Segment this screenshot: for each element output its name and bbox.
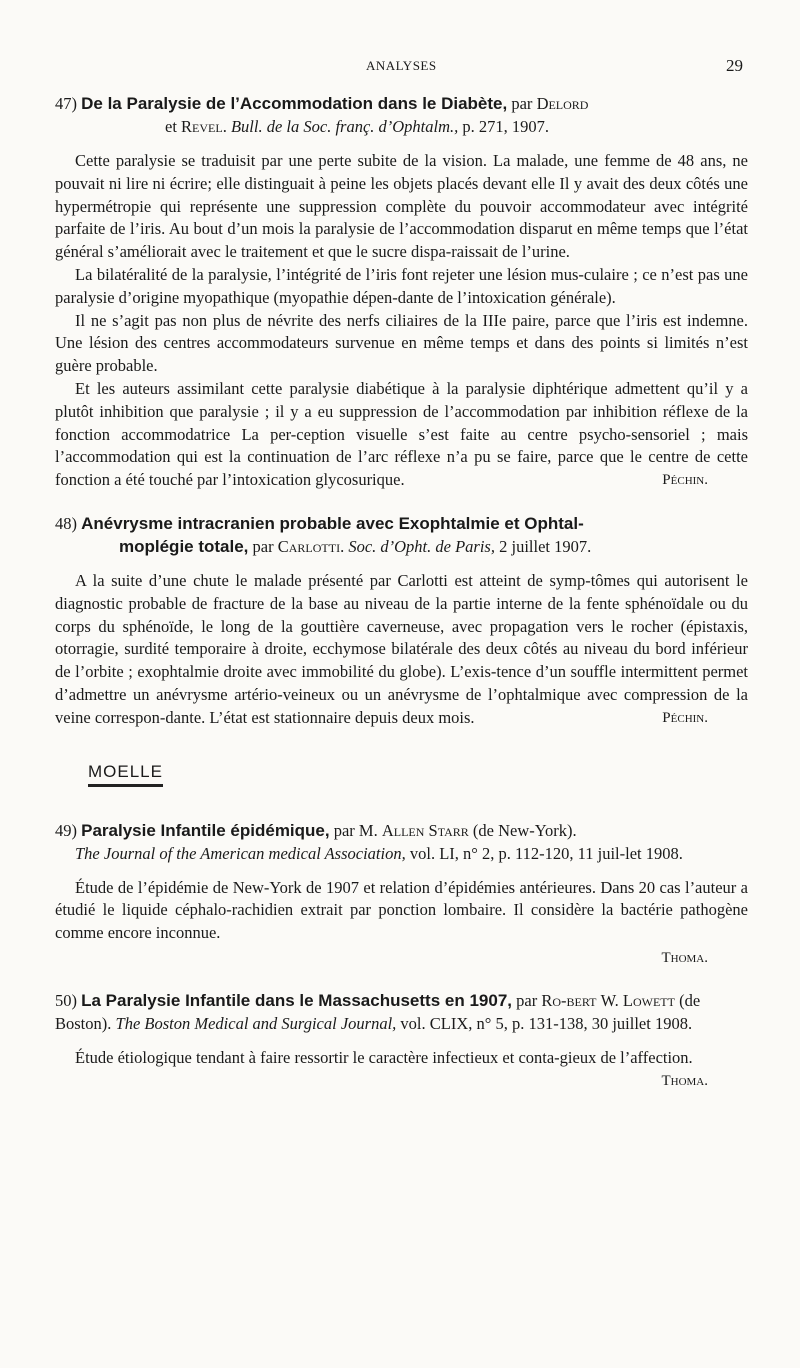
article-title: La Paralysie Infantile dans le Massachusetts en 1907, — [81, 990, 512, 1010]
journal-ref: The Journal of the American medical Association, — [75, 843, 406, 863]
article-49 — [55, 819, 748, 969]
reviewer-signature: Péchin. — [662, 709, 708, 726]
article-title: Anévrysme intracranien probable avec Exophtalmie et Ophtal- — [81, 513, 584, 533]
article-title: De la Paralysie de l’Accommodation dans le Diabète, — [81, 94, 508, 113]
author: Delord — [536, 94, 589, 113]
journal-ref: Soc. d’Opht. de Paris, — [348, 536, 495, 556]
page-number: 29 — [726, 56, 743, 75]
article-heading: 48) Anévrysme intracranien probable avec Exophtalmie et Ophtal- moplégie totale, par Carlotti. Soc. d’Opht. de Paris, 2 juillet 1907. — [55, 513, 592, 556]
journal-ref: The Boston Medical and Surgical Journal, — [115, 1013, 397, 1033]
article-50 — [55, 989, 748, 1089]
paragraph: Il ne s’agit pas non plus de névrite des nerfs ciliaires de la IIIe paire, parce que l’iris est indemne. Une lésion des centres accommodateurs survenue en même temps et dans des points si limités n’est guère probable. — [55, 310, 748, 376]
page-content — [55, 92, 748, 1093]
paragraph: Étude de l’épidémie de New-York de 1907 et relation d’épidémies antérieures. Dans 20 cas l’auteur a étudié le liquide céphalo-rachidien extrait par ponction lombaire. Il considère la bactérie pathogène comme encore inconnue. — [55, 877, 748, 943]
section-title: MOELLE — [88, 762, 163, 787]
author: Carlotti. — [277, 536, 345, 556]
author: Allen Starr — [381, 820, 469, 840]
article-47 — [55, 92, 748, 492]
paragraph: Étude étiologique tendant à faire ressortir le caractère infectieux et conta-gieux de l’affection. Thoma. — [55, 1047, 748, 1070]
journal-ref: Bull. de la Soc. franç. d’Ophtalm., — [230, 117, 459, 136]
article-heading: 47) De la Paralysie de l’Accommodation dans le Diabète, par Delord et Revel. Bull. de la Soc. franç. d’Ophtalm., p. 271, 1907. — [55, 94, 589, 136]
paragraph: Et les auteurs assimilant cette paralysie diabétique à la paralysie diphtérique admettent qu’il y a plutôt inhibition que paralysie ; il y a eu suppression de l’accommodation par inhibition réflexe de la fonction accommodatrice La per-ception visuelle s’est faite au centre psycho-sensoriel ; mais l’accommodation qui est la continuation de l’arc réflexe n’a pu se faire, parce que le centre de cette fonction a été touché par l’intoxication glycosurique. Péchin. — [55, 378, 748, 492]
paragraph: Cette paralysie se traduisit par une perte subite de la vision. La malade, une femme de 48 ans, ne pouvait ni lire ni écrire; elle distinguait à peine les objets placés devant elle Il y avait des deux côtés une hypermétropie qui représente une suppression complète du pouvoir accommodateur avec intégrité parfaite de l’iris. Au bout d’un mois la paralysie de l’accommodation disparut en même temps que l’état général s’améliorait avec le traitement et que le sucre dispa-raissait de l’urine. — [55, 151, 748, 262]
article-48 — [55, 512, 748, 730]
article-title: Paralysie Infantile épidémique, — [81, 820, 330, 840]
reviewer-signature: Thoma. — [661, 1072, 708, 1089]
paragraph: A la suite d’une chute le malade présenté par Carlotti est atteint de symp-tômes qui autorisent le diagnostic probable de fracture de la base au niveau de la partie interne de la fente sphénoïdale ou du corps du sphénoïde, le long de la gouttière caverneuse, avec propagation vers le rocher (épistaxis, otorragie, surdité temporaire à droite, ecchymose bilatérale des deux côtés au niveau du bord inférieur de l’orbite ; exophtalmie droite avec immobilité du globe). L’exis-tence d’un souffle intermittent permet d’admettre un anévrysme artério-veineux ou un anévrysme de l’ophtalmique avec compression de la veine correspon-dante. L’état est stationnaire depuis deux mois. Péchin. — [55, 570, 748, 730]
article-heading: 50) La Paralysie Infantile dans le Massachusetts en 1907, par Ro-bert W. Lowett (de Boston). The Boston Medical and Surgical Journal, vol. CLIX, n° 5, p. 131-138, 30 juillet 1908. — [55, 990, 701, 1033]
reviewer-signature: Péchin. — [662, 472, 708, 489]
running-head — [0, 56, 800, 80]
article-heading: 49) Paralysie Infantile épidémique, par M. Allen Starr (de New-York). The Journal of the American medical Association, vol. LI, n° 2, p. 112-120, 11 juil-let 1908. — [55, 820, 683, 863]
reviewer-signature: Thoma. — [661, 949, 708, 966]
author: W. Lowett — [600, 990, 675, 1010]
author: Ro-bert — [541, 990, 597, 1010]
author: Revel. — [181, 117, 227, 136]
section-header — [55, 762, 748, 787]
paragraph: La bilatéralité de la paralysie, l’intégrité de l’iris font rejeter une lésion mus-culaire ; ce n’est pas une paralysie d’origine myopathique (myopathie dépen-dante de l’intoxication générale). — [55, 264, 748, 307]
running-title: ANALYSES — [366, 58, 437, 73]
